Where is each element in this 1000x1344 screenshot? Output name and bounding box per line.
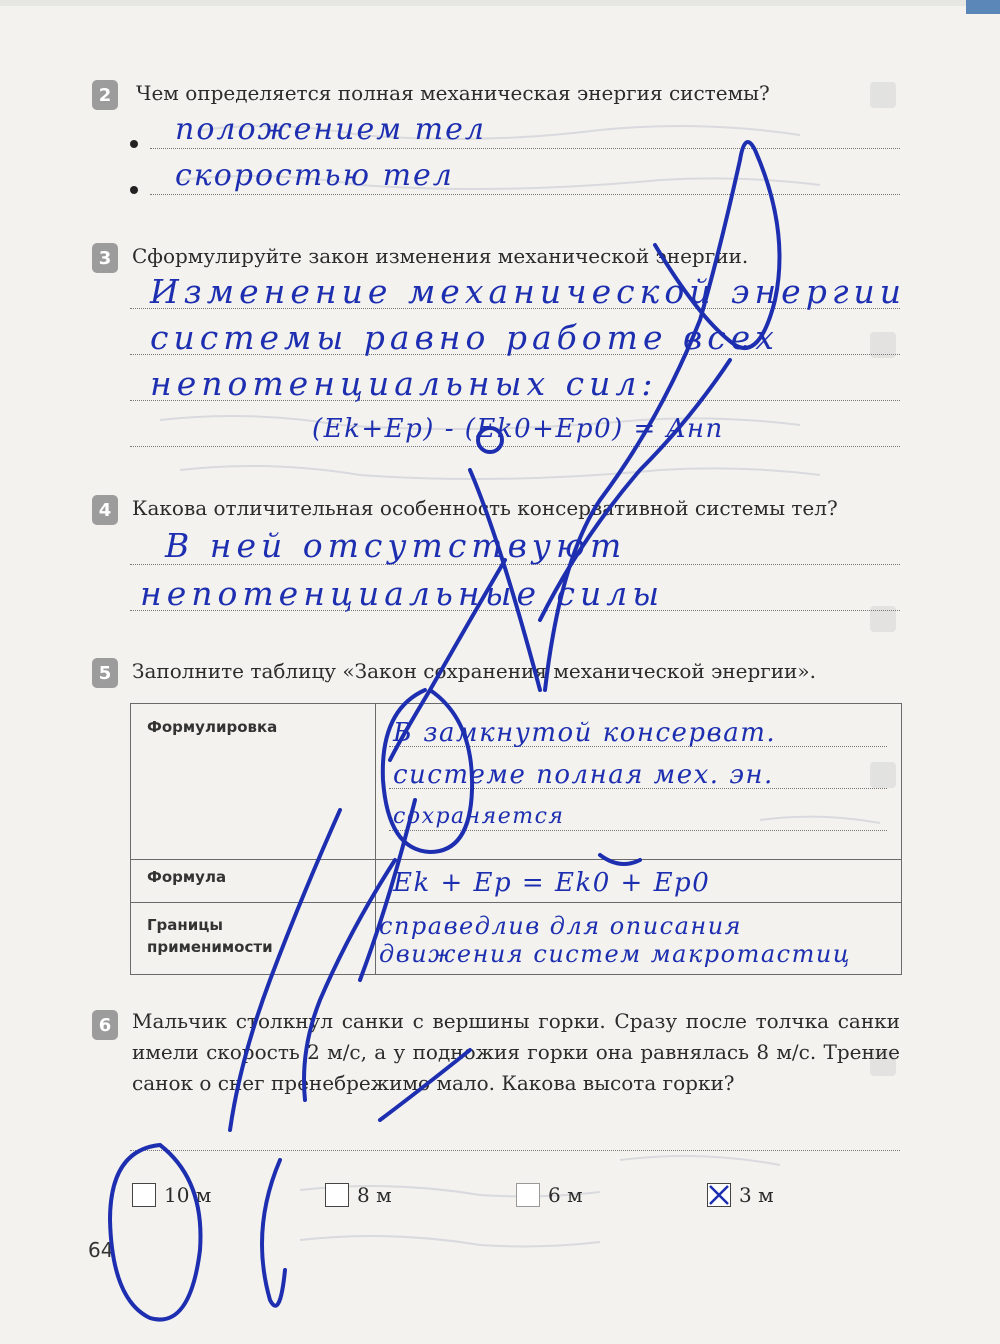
question-2-text: Чем определяется полная механическая энергия системы? bbox=[136, 81, 770, 105]
question-4-answer-line-1: В ней отсутствуют bbox=[165, 526, 627, 565]
option-3m-checkbox[interactable] bbox=[707, 1183, 731, 1207]
option-8m-checkbox[interactable] bbox=[325, 1183, 349, 1207]
option-8m[interactable] bbox=[325, 1183, 392, 1207]
option-10m[interactable] bbox=[132, 1183, 211, 1207]
question-5-number: 5 bbox=[92, 658, 118, 688]
question-3-answer-line-1: Изменение механической энергии bbox=[150, 272, 907, 311]
question-2-number: 2 bbox=[92, 80, 118, 110]
table-limits-line-1: справедлив для описания bbox=[379, 912, 743, 940]
question-3-answer-line-3: непотенциальных сил: bbox=[150, 364, 658, 403]
table-label-formula: Формула bbox=[147, 868, 227, 886]
table-label-limits: Границы применимости bbox=[147, 916, 273, 956]
question-6-number: 6 bbox=[92, 1010, 118, 1040]
table-column-divider bbox=[375, 704, 376, 974]
bullet-dot bbox=[130, 140, 138, 148]
question-6-text: Мальчик столкнул санки с вершины горки. Сразу после толчка санки имели скорость 2 м/с, а у подножия горки она равнялась 8 м/с. Трение санок о снег пренебрежимо мало. Какова высота горки? bbox=[132, 1009, 900, 1095]
table-row-divider bbox=[131, 902, 901, 903]
question-3-number: 3 bbox=[92, 243, 118, 273]
option-8m-label: 8 м bbox=[357, 1183, 392, 1207]
question-2-answer-2: скоростью тел bbox=[175, 158, 454, 193]
option-6m-checkbox[interactable] bbox=[516, 1183, 540, 1207]
answer-line bbox=[130, 446, 900, 447]
question-3-formula: (Ek+Ep) - (Ek0+Ep0) = Aнп bbox=[312, 414, 724, 444]
question-2-answer-1: положением тел bbox=[175, 112, 486, 147]
question-3-text: Сформулируйте закон изменения механической энергии. bbox=[132, 244, 749, 268]
table-formulation-line-2: системе полная мех. эн. bbox=[393, 760, 774, 790]
question-4-number: 4 bbox=[92, 495, 118, 525]
option-6m[interactable] bbox=[516, 1183, 583, 1207]
answer-line bbox=[150, 194, 900, 195]
table-formula-value: Ek + Ep = Ek0 + Ep0 bbox=[393, 868, 711, 898]
table-formulation-line-1: В замкнутой консерват. bbox=[393, 718, 777, 748]
option-3m-label: 3 м bbox=[739, 1183, 774, 1207]
energy-conservation-table bbox=[130, 703, 902, 975]
checkmark-x-icon bbox=[708, 1184, 730, 1206]
option-10m-checkbox[interactable] bbox=[132, 1183, 156, 1207]
question-3-answer-line-2: системы равно работе всех bbox=[150, 318, 779, 357]
table-row-divider bbox=[131, 859, 901, 860]
table-label-formulation: Формулировка bbox=[147, 718, 278, 736]
answer-line bbox=[150, 148, 900, 149]
question-4-text: Какова отличительная особенность консервативной системы тел? bbox=[132, 496, 838, 520]
answer-line bbox=[130, 1150, 900, 1151]
question-5-text: Заполните таблицу «Закон сохранения механической энергии». bbox=[132, 659, 816, 683]
question-4-answer-line-2: непотенциальные силы bbox=[140, 574, 665, 613]
bullet-dot bbox=[130, 186, 138, 194]
table-formulation-line-3: сохраняется bbox=[393, 804, 565, 829]
option-3m[interactable] bbox=[707, 1183, 774, 1207]
page-number: 64 bbox=[88, 1238, 114, 1262]
table-limits-line-2: движения систем макротастиц bbox=[379, 940, 852, 968]
option-10m-label: 10 м bbox=[164, 1183, 212, 1207]
option-6m-label: 6 м bbox=[548, 1183, 583, 1207]
table-answer-line bbox=[389, 830, 887, 831]
